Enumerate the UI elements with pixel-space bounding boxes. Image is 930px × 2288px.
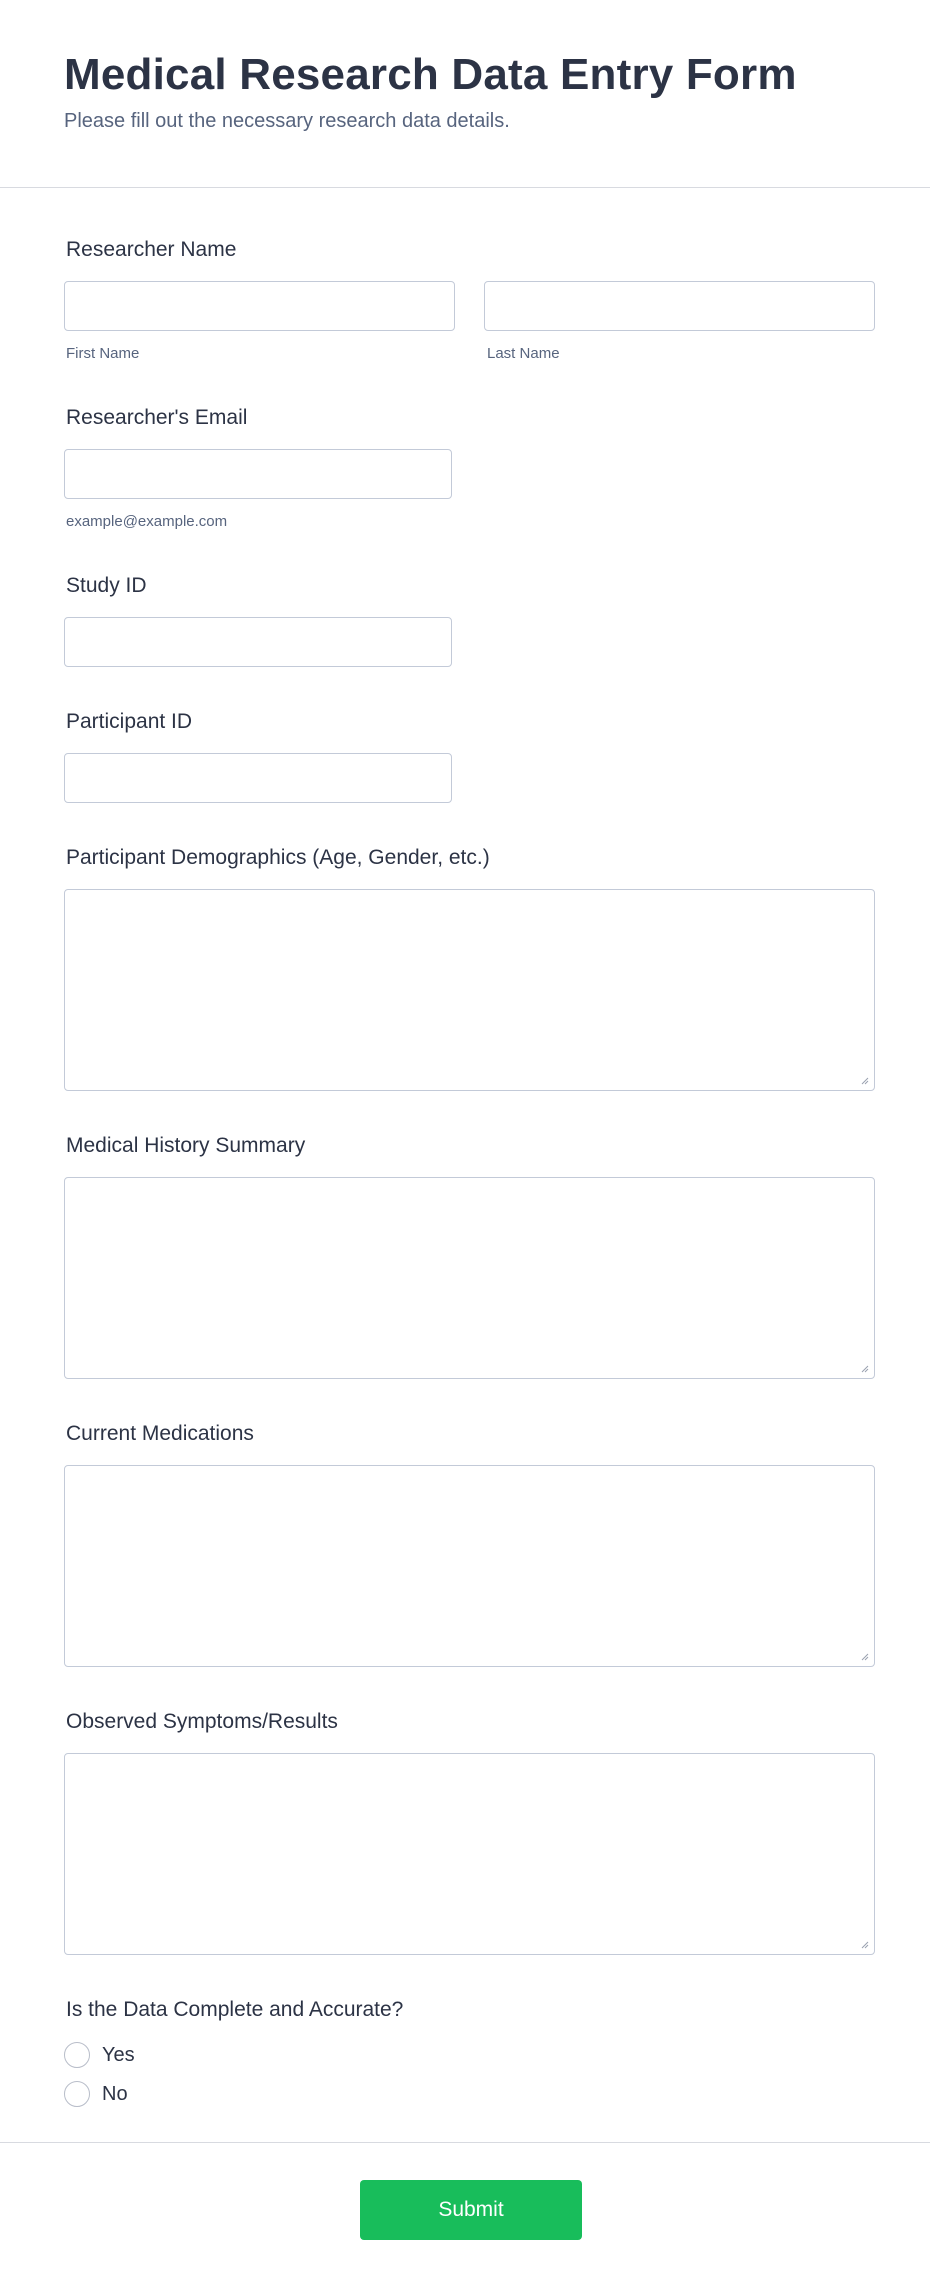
symptoms-label: Observed Symptoms/Results (66, 1710, 338, 1733)
form-header (0, 0, 930, 188)
last-name-sublabel: Last Name (487, 345, 560, 362)
participant-id-label: Participant ID (66, 710, 193, 733)
last-name-input[interactable] (484, 281, 875, 331)
study-id-input[interactable] (64, 617, 452, 667)
radio-option-yes[interactable] (64, 2041, 135, 2069)
resize-handle-icon[interactable] (859, 1075, 869, 1085)
footer-divider (0, 2142, 930, 2143)
email-input[interactable] (64, 449, 452, 499)
medical-history-textarea[interactable] (64, 1177, 875, 1379)
email-sublabel: example@example.com (66, 513, 228, 530)
radio-label-yes: Yes (102, 2043, 135, 2066)
submit-button[interactable]: Submit (360, 2180, 582, 2240)
form-subtitle: Please fill out the necessary research data details. (64, 110, 510, 132)
symptoms-textarea[interactable] (64, 1753, 875, 1955)
participant-id-input[interactable] (64, 753, 452, 803)
demographics-label: Participant Demographics (Age, Gender, etc.) (66, 846, 490, 869)
resize-handle-icon[interactable] (859, 1651, 869, 1661)
radio-button[interactable] (64, 2042, 90, 2068)
demographics-textarea[interactable] (64, 889, 875, 1091)
researcher-name-label: Researcher Name (66, 238, 237, 261)
data-complete-label: Is the Data Complete and Accurate? (66, 1998, 404, 2021)
email-label: Researcher's Email (66, 406, 248, 429)
medical-history-label: Medical History Summary (66, 1134, 306, 1157)
medications-label: Current Medications (66, 1422, 254, 1445)
radio-option-no[interactable] (64, 2080, 128, 2108)
resize-handle-icon[interactable] (859, 1939, 869, 1949)
form-title: Medical Research Data Entry Form (64, 50, 797, 99)
study-id-label: Study ID (66, 574, 147, 597)
first-name-input[interactable] (64, 281, 455, 331)
medications-textarea[interactable] (64, 1465, 875, 1667)
radio-button[interactable] (64, 2081, 90, 2107)
radio-label-no: No (102, 2082, 128, 2105)
first-name-sublabel: First Name (66, 345, 140, 362)
resize-handle-icon[interactable] (859, 1363, 869, 1373)
